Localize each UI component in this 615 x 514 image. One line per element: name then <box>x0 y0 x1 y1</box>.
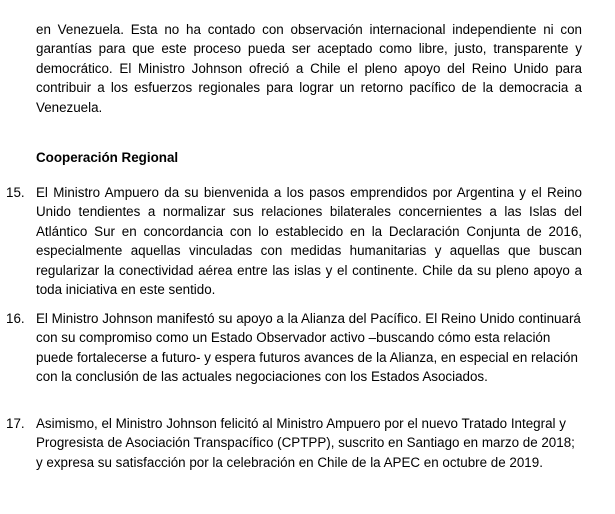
intro-paragraph: en Venezuela. Esta no ha contado con observación internacional independiente ni con garantías para que este proceso pueda ser aceptado como libre, justo, transparente y democrático. El Ministro Johnson ofreció a Chile el pleno apoyo del Reino Unido para contribuir a los esfuerzos regionales para lograr un retorno pacífico de la democracia a Venezuela. <box>36 22 582 115</box>
list-item <box>6 414 582 472</box>
item-number: 16. <box>6 311 25 326</box>
section-heading: Cooperación Regional <box>36 150 179 165</box>
list-item <box>6 183 582 299</box>
item-text: Asimismo, el Ministro Johnson felicitó al Ministro Ampuero por el nuevo Tratado Integral y Progresista de Asociación Transpacífico (CPTPP), suscrito en Santiago en marzo de 2018; y expresa su satisfacción por la celebración en Chile de la APEC en octubre de 2019. <box>36 416 575 470</box>
list-item <box>6 309 582 387</box>
item-number: 15. <box>6 185 25 200</box>
item-text: El Ministro Johnson manifestó su apoyo a la Alianza del Pacífico. El Reino Unido continuará con su compromiso como un Estado Observador activo –buscando cómo esta relación puede fortalecerse a futuro- y espera futuros avances de la Alianza, en especial en relación con la conclusión de las actuales negociaciones con los Estados Asociados. <box>36 311 581 385</box>
item-text: El Ministro Ampuero da su bienvenida a los pasos emprendidos por Argentina y el Reino Unido tendientes a normalizar sus relaciones bilaterales concernientes a las Islas del Atlántico Sur en concordancia con lo establecido en la Declaración Conjunta de 2016, especialmente aquellas vinculadas con medidas humanitarias y aquellas que buscan regularizar la conectividad aérea entre las islas y el continente. Chile da su pleno apoyo a toda iniciativa en este sentido. <box>36 185 582 298</box>
item-number: 17. <box>6 416 25 431</box>
